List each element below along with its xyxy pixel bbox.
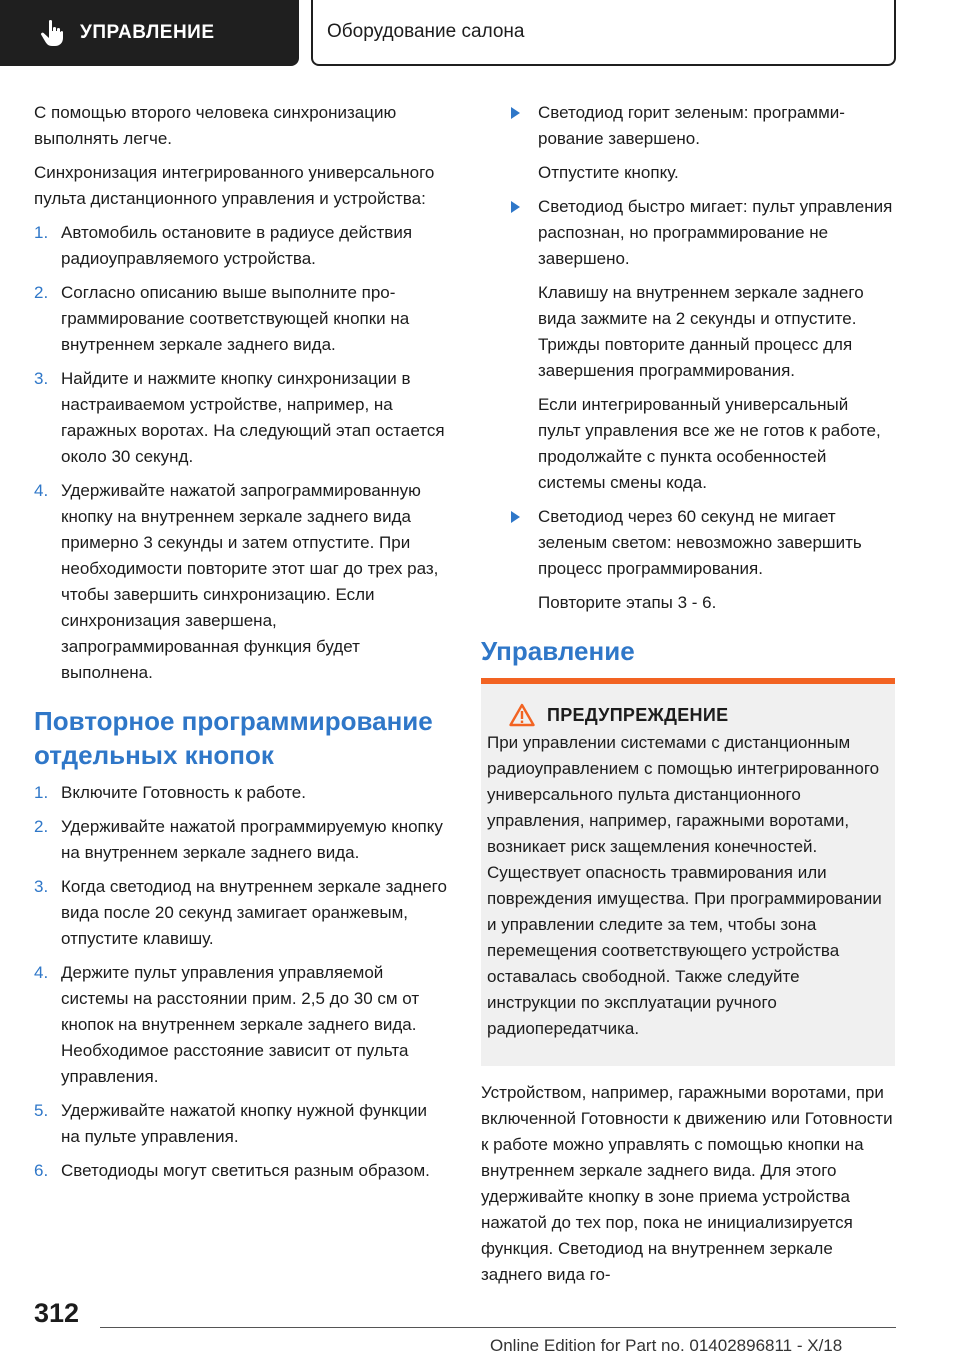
list-item [34,1098,448,1150]
warning-title-row [487,702,889,728]
step-text: Согласно описанию выше выполните программирование соответствующей кнопки на внутреннем зеркале заднего вида. [61,283,410,354]
list-item [481,100,895,152]
section-heading: Управление [481,636,635,666]
reprogram-steps-list [34,780,448,1184]
step-text: Удерживайте нажатой запрограммированную кнопку на внутреннем зеркале заднего вида примерно 3 секунды и затем отпустите. При необходимости повторите этот шаг до трех раз, чтобы завершить синхронизацию. Если синхронизация завершена, запрограммированная функция будет выполнена. [61,481,439,682]
footer-divider [100,1327,896,1328]
step-text: Включите Готовность к работе. [61,783,306,802]
step-number: 4. [34,481,49,500]
warning-triangle-icon [509,703,535,727]
list-item [481,194,895,272]
intro-paragraph: С помощью второго человека синхронизацию выполнять легче. [34,103,397,148]
warning-title: ПРЕДУПРЕЖДЕНИЕ [547,705,729,725]
page-number: 312 [34,1298,80,1328]
step-number: 3. [34,369,49,388]
right-column [481,100,895,1296]
step-number: 5. [34,1101,49,1120]
step-number: 6. [34,1161,49,1180]
list-item [34,960,448,1090]
step-number: 2. [34,283,49,302]
list-item [34,814,448,866]
list-item [481,504,895,582]
breadcrumb [311,0,896,66]
step-number: 3. [34,877,49,896]
list-item [34,1158,448,1184]
bullet-subtext: Если интегрированный универсальный пульт управления все же не готов к работе, продолжайте с пункта особенностей системы смены кода. [538,395,881,492]
bullet-triangle-icon [511,511,520,523]
led-states-list [481,100,895,152]
hand-pointer-icon [38,18,66,48]
bullet-subtext: Клавишу на внутреннем зеркале заднего вида зажмите на 2 секунды и отпустите. Трижды повторите данный процесс для завершения программирования. [538,283,864,380]
bullet-triangle-icon [511,201,520,213]
led-states-list [481,194,895,272]
footer-edition: Online Edition for Part no. 01402896811 - X/18 [490,1336,843,1355]
closing-paragraph: Устройством, например, гаражными воротами, при включенной Готовности к движению или Готовности к работе можно управлять с помощью кнопки на внутреннем зеркале заднего вида. Для этого удерживайте кнопку в зоне приема устройства нажатой до тех пор, пока не инициализируется функция. Светодиод на внутреннем зеркале заднего вида го- [481,1083,893,1284]
warning-box [481,678,895,1066]
list-item [34,780,448,806]
step-text: Светодиоды могут светиться разным образом. [61,1161,430,1180]
section-heading: Повторное программирование отдельных кнопок [34,706,433,770]
step-number: 1. [34,223,49,242]
list-item [34,280,448,358]
bullet-text: Светодиод быстро мигает: пульт управления распознан, но программирование не завершено. [538,197,893,268]
step-text: Автомобиль остановите в радиусе действия радиоуправляемого устройства. [61,223,413,268]
step-number: 2. [34,817,49,836]
bullet-text: Светодиод горит зеленым: программирование завершено. [538,103,845,148]
section-tab [0,0,299,66]
step-number: 4. [34,963,49,982]
section-label: УПРАВЛЕНИЕ [80,22,215,43]
warning-body: При управлении системами с дистанционным радиоуправлением с помощью интегрированного универсального пульта дистанционного управления, например, гаражными воротами, возникает риск защемления конечностей. Существует опасность травмирования или повреждения имущества. При программировании и управлении следите за тем, чтобы зона перемещения соответствующего устройства оставалась свободной. Также следуйте инструкции по эксплуатации ручного радиопередатчика. [487,733,882,1038]
intro-paragraph: Синхронизация интегрированного универсального пульта дистанционного управления и устройства: [34,163,435,208]
step-text: Удерживайте нажатой программируемую кнопку на внутреннем зеркале заднего вида. [61,817,443,862]
breadcrumb-label: Оборудование салона [327,21,525,42]
left-column [34,100,448,1192]
list-item [34,874,448,952]
list-item [34,478,448,686]
list-item [34,220,448,272]
sync-steps-list [34,220,448,686]
bullet-subtext: Повторите этапы 3 - 6. [538,593,717,612]
step-text: Когда светодиод на внутреннем зеркале заднего вида после 20 секунд замигает оранжевым, отпустите клавишу. [61,877,447,948]
list-item [34,366,448,470]
step-text: Держите пульт управления управляемой системы на расстоянии прим. 2,5 до 30 см от кнопок на внутреннем зеркале заднего вида. Необходимое расстояние зависит от пульта управления. [61,963,420,1086]
bullet-subtext: Отпустите кнопку. [538,163,679,182]
step-number: 1. [34,783,49,802]
step-text: Удерживайте нажатой кнопку нужной функции на пульте управления. [61,1101,427,1146]
led-states-list [481,504,895,582]
bullet-triangle-icon [511,107,520,119]
step-text: Найдите и нажмите кнопку синхронизации в настраиваемом устройстве, например, на гаражных воротах. На следующий этап остается около 30 секунд. [61,369,445,466]
bullet-text: Светодиод через 60 секунд не мигает зеленым светом: невозможно завершить процесс программирования. [538,507,862,578]
